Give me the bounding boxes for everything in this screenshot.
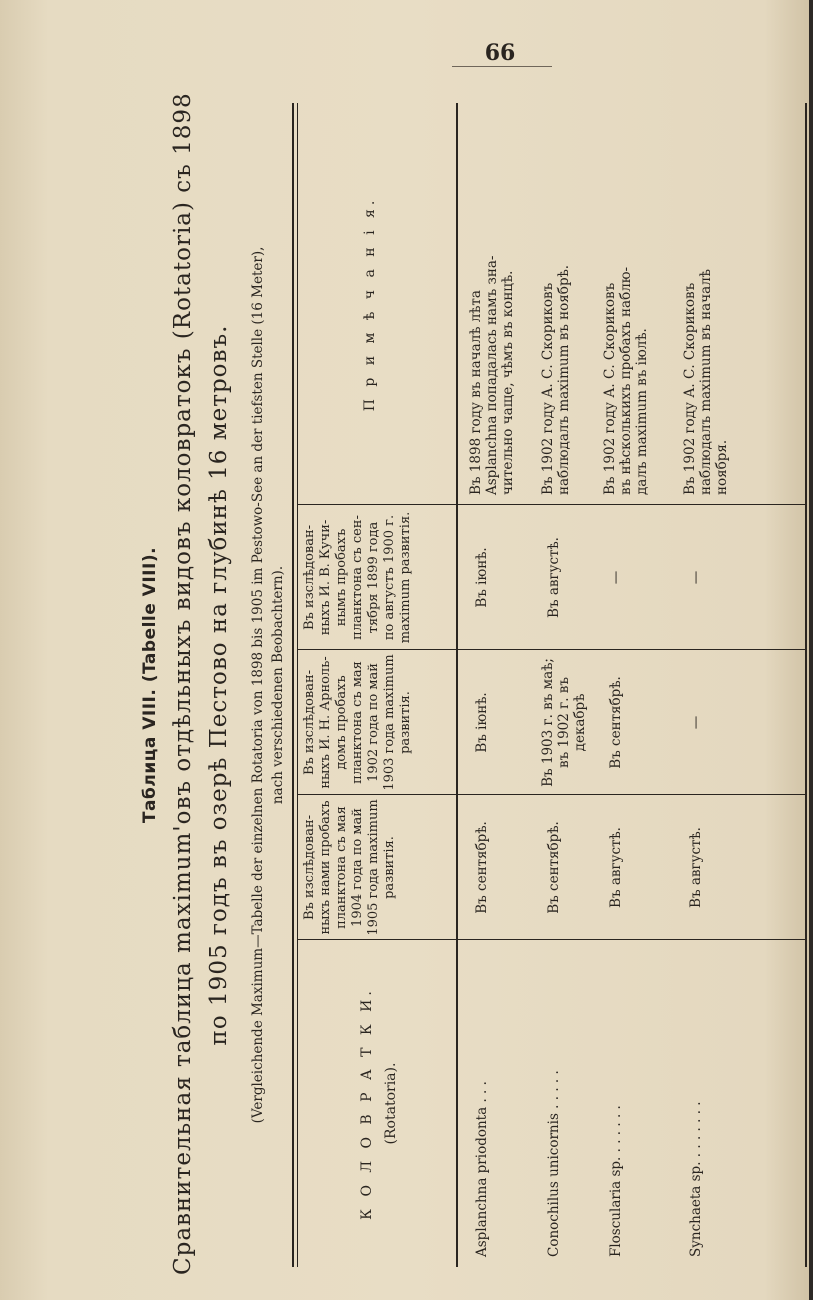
table-top-rule-inner [297,103,298,1267]
max-arnold-samples [688,650,704,795]
header-line: развитія. [382,836,397,899]
table-row [466,95,526,1275]
header-arnold-samples [302,650,414,795]
header-line: 1904 года по май [350,808,365,927]
page-number: 66 [484,40,516,66]
row-note [602,105,650,495]
cell-line: Въ іюнѣ. [474,692,490,753]
header-line: 1903 года maximum [382,654,397,791]
species-name: Synchaeta sp. . . . . . . . [688,1101,704,1257]
header-notes [362,103,378,505]
max-our-samples [688,795,704,940]
note-line: чительно чаще, чѣмъ въ концѣ. [500,270,516,495]
row-note [682,105,730,495]
cell-line: Въ сентябрѣ. [608,676,624,769]
table-title-line-1: Сравнительная таблица maximum'овъ отдѣльныхъ видовъ коловратокъ (Rotatoria) съ 1898 [170,92,196,1275]
cell-line: — [608,570,624,585]
cell-line: въ 1902 г. въ декабрѣ [556,677,588,768]
note-line: въ нѣсколькихъ пробахъ наблю- [618,266,634,495]
header-line: Въ изслѣдован- [302,814,317,921]
header-species-latin: (Rotatoria). [383,1062,399,1145]
max-our-samples [608,795,624,940]
cell-line: Въ 1903 г. въ маѣ; [540,658,556,787]
max-arnold-samples [474,650,490,795]
note-line: Въ 1902 году А. С. Скориковъ [682,282,698,495]
header-notes-label: П р и м ѣ ч а н і я. [362,196,378,412]
species-name: Floscularia sp. . . . . . . [608,1105,624,1257]
header-line: планктона съ сен- [350,515,365,640]
header-line: планктона съ мая [334,806,349,929]
row-note [468,105,516,495]
max-our-samples [474,795,490,940]
header-line: 1905 года maximum [366,799,381,936]
species-name: Asplanchna priodonta . . . [474,1081,490,1257]
rotated-table-block [140,92,805,1275]
table-title-line-2: по 1905 годъ въ озерѣ Пестово на глубинѣ 16 метровъ. [206,324,232,1046]
header-line: нымъ пробахъ [334,528,349,627]
table-top-rule [292,103,294,1267]
header-line: Въ изслѣдован- [302,669,317,776]
header-species-ru: К О Л О В Р А Т К И. [359,987,375,1220]
note-line: наблюдалъ maximum въ началѣ [698,269,714,495]
header-line: ныхъ И. В. Кучи- [318,519,333,636]
table-header-rule [456,103,458,1267]
max-kuchin-samples [688,505,704,650]
max-kuchin-samples [608,505,624,650]
header-line: maximum развитія. [398,511,413,644]
table-caption: Таблица VIII. (Tabelle VIII). [140,546,160,824]
note-line: Asplanchna попадалась намъ зна- [484,255,500,495]
max-arnold-samples [540,650,588,795]
cell-line: — [688,570,704,585]
header-line: ныхъ И. Н. Арноль- [318,656,333,789]
max-kuchin-samples [474,505,490,650]
page-number-rule [452,66,552,67]
cell-line: Въ іюнѣ. [474,547,490,608]
header-species [355,940,403,1267]
cell-line: Въ августѣ. [608,827,624,908]
row-note [540,105,572,495]
note-line: Въ 1902 году А. С. Скориковъ [602,282,618,495]
header-line: ныхъ нами пробахъ [318,800,333,935]
cell-line: Въ сентябрѣ. [546,821,562,914]
table-row [680,95,740,1275]
header-line: по августъ 1900 г. [382,514,397,641]
table-subtitle-line-2: nach verschiedenen Beobachtern). [270,565,286,805]
species-name: Conochilus unicornis . . . . . [546,1070,562,1257]
header-line: планктона съ мая [350,661,365,784]
page-edge [809,0,813,1300]
header-line: тября 1899 года [366,521,381,634]
cell-line: Въ сентябрѣ. [474,821,490,914]
header-kuchin-samples [302,505,414,650]
note-line: ноября. [714,439,730,495]
note-line: далъ maximum въ іюлѣ. [634,328,650,495]
cell-line: Въ августѣ. [688,827,704,908]
max-arnold-samples [608,650,624,795]
header-our-samples [302,795,398,940]
cell-line: — [688,715,704,730]
header-line: 1902 года по май [366,663,381,782]
note-line: Въ 1898 году въ началѣ лѣта [468,290,484,495]
max-kuchin-samples [546,505,562,650]
header-line: домъ пробахъ [334,675,349,770]
note-line: Въ 1902 году А. С. Скориковъ [540,282,556,495]
table-subtitle-line-1: (Vergleichende Maximum—Tabelle der einzelnen Rotatoria von 1898 bis 1905 im Pestowo-See an der tiefsten Stelle (16 Meter), [250,246,266,1124]
table-row [600,95,660,1275]
note-line: наблюдалъ maximum въ ноябрѣ. [556,264,572,495]
header-line: Въ изслѣдован- [302,524,317,631]
max-our-samples [546,795,562,940]
table-bottom-rule [805,103,807,1267]
cell-line: Въ августѣ. [546,537,562,618]
header-line: развитія. [398,691,413,754]
table-row [538,95,598,1275]
